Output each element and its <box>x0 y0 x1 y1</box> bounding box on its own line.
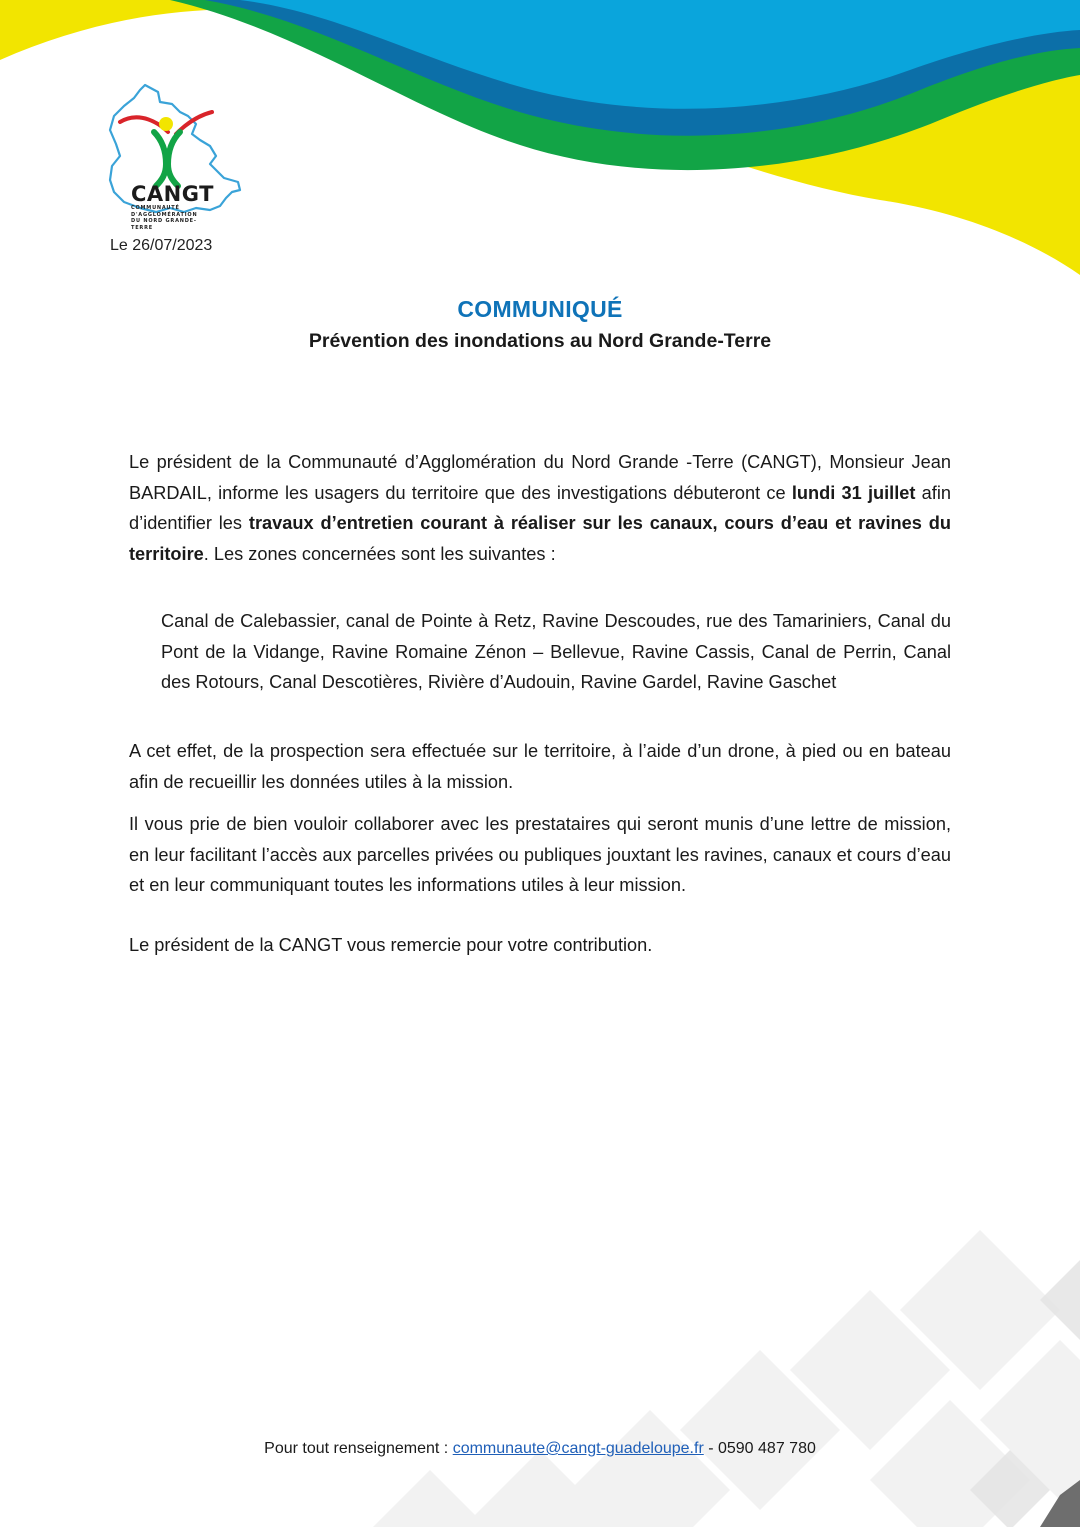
document-title: COMMUNIQUÉ <box>457 296 623 322</box>
logo-subtitle-line-3: DU NORD GRANDE-TERRE <box>131 218 197 231</box>
document-date: Le 26/07/2023 <box>110 237 213 254</box>
paragraph-prospection: A cet effet, de la prospection sera effectuée sur le territoire, à l’aide d’un drone, à pied ou en bateau afin de recueillir les données utiles à la mission. <box>129 741 951 792</box>
paragraph-intro <box>129 447 951 569</box>
intro-text-3: . Les zones concernées sont les suivantes : <box>203 543 556 564</box>
footer-prefix: Pour tout renseignement : <box>264 1440 453 1457</box>
intro-works-bold: travaux d’entretien courant à réaliser sur les canaux, cours d’eau et ravines du territoire <box>129 513 951 564</box>
footer-contact <box>0 1440 1080 1458</box>
decorative-diamond-pattern <box>0 1200 1080 1527</box>
footer-email-link[interactable]: communaute@cangt-guadeloupe.fr <box>452 1440 704 1457</box>
logo-subtitle-line-1: COMMUNAUTÉ <box>131 205 180 211</box>
zones-list: Canal de Calebassier, canal de Pointe à Retz, Ravine Descoudes, rue des Tamariniers, Canal du Pont de la Vidange, Ravine Romaine Zénon – Bellevue, Ravine Cassis, Canal de Perrin, Canal des Rotours, Canal Descotières, Rivière d’Audouin, Ravine Gardel, Ravine Gaschet <box>161 611 951 693</box>
paragraph-collaboration: Il vous prie de bien vouloir collaborer avec les prestataires qui seront munis d’une lettre de mission, en leur facilitant l’accès aux parcelles privées ou publiques jouxtant les ravines, canaux et cours d’eau et en leur communiquant toutes les informations utiles à leur mission. <box>129 814 951 896</box>
intro-text-2: afin d’identifier les <box>129 482 951 534</box>
intro-text-1: Le président de la Communauté d’Agglomération du Nord Grande -Terre (CANGT), Monsieur Jean BARDAIL, informe les usagers du territoire que des investigations débuteront ce <box>129 452 951 503</box>
document-subtitle: Prévention des inondations au Nord Grande-Terre <box>308 330 772 352</box>
logo-subtitle-line-2: D'AGGLOMÉRATION <box>131 211 198 218</box>
logo-wordmark <box>131 182 214 231</box>
paragraph-thanks: Le président de la CANGT vous remercie pour votre contribution. <box>129 935 653 955</box>
footer-phone: - 0590 487 780 <box>703 1440 816 1457</box>
intro-date-bold: lundi 31 juillet <box>791 482 916 503</box>
logo-name: CANGT <box>131 182 214 206</box>
